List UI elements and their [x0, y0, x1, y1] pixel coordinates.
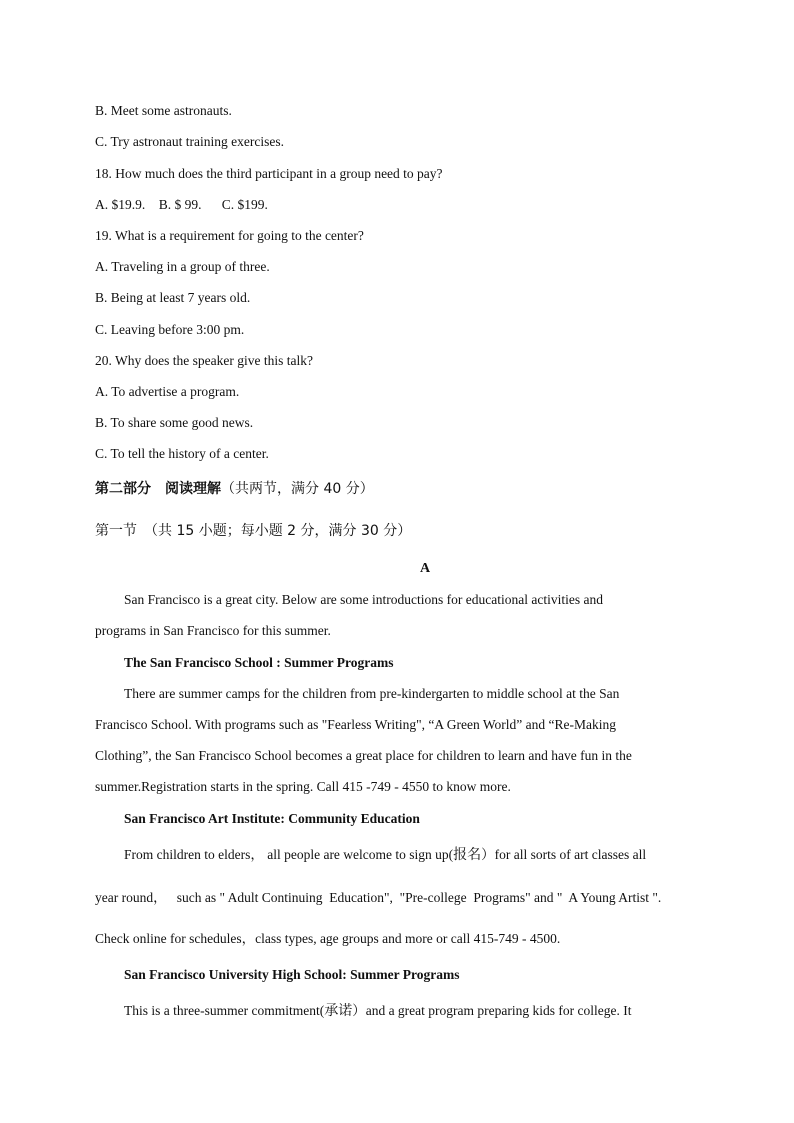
- q18-question: 18. How much does the third participant in a group need to pay?: [95, 166, 443, 181]
- part-title: 第二部分 阅读理解: [95, 481, 221, 497]
- item2-line-3: Check online for schedules，class types, age groups and more or call 415-749 - 4500.: [95, 931, 561, 946]
- q20-option-c: C. To tell the history of a center.: [95, 446, 269, 461]
- item1-line-2: Francisco School. With programs such as "Fearless Writing", “A Green World” and “Re-Making: [95, 717, 616, 732]
- item2-line-2: year round， such as " Adult Continuing Education", "Pre-college Programs" and " A Young Artist ".: [95, 890, 662, 905]
- q19-option-b: B. Being at least 7 years old.: [95, 290, 251, 305]
- item3-line-1: [124, 1003, 631, 1019]
- q20-option-a: A. To advertise a program.: [95, 384, 240, 399]
- q19-option-a: A. Traveling in a group of three.: [95, 259, 270, 274]
- item2-line-1-text-a: From children to elders， all people are welcome to sign up(: [124, 847, 454, 862]
- q19-option-c: C. Leaving before 3:00 pm.: [95, 322, 245, 337]
- item1-line-1: There are summer camps for the children from pre-kindergarten to middle school at the San: [124, 686, 620, 701]
- item3-title: San Francisco University High School: Summer Programs: [124, 967, 460, 982]
- item2-line-1: [124, 847, 646, 863]
- item3-line-1-text-a: This is a three-summer commitment(: [124, 1003, 325, 1018]
- item2-line-1-text-b: ）for all sorts of art classes all: [481, 847, 647, 862]
- part-note: （共两节，满分 40 分）: [221, 481, 374, 497]
- q17-option-b: B. Meet some astronauts.: [95, 103, 232, 118]
- section-one-heading: 第一节 （共 15 小题；每小题 2 分，满分 30 分）: [95, 523, 412, 539]
- q19-question: 19. What is a requirement for going to the center?: [95, 228, 364, 243]
- passage-letter: A: [419, 561, 431, 576]
- q18-options: A. $19.9. B. $ 99. C. $199.: [95, 197, 268, 212]
- intro-line-2: programs in San Francisco for this summer.: [95, 623, 331, 638]
- item1-line-4: summer.Registration starts in the spring. Call 415 -749 - 4550 to know more.: [95, 779, 511, 794]
- q17-option-c: C. Try astronaut training exercises.: [95, 134, 284, 149]
- intro-line-1: San Francisco is a great city. Below are some introductions for educational activities and: [124, 592, 603, 607]
- item1-title: The San Francisco School : Summer Programs: [124, 655, 394, 670]
- q20-option-b: B. To share some good news.: [95, 415, 254, 430]
- part-two-heading: [95, 480, 374, 498]
- item3-line-1-text-b: ）and a great program preparing kids for college. It: [352, 1003, 632, 1018]
- item1-line-3: Clothing”, the San Francisco School becomes a great place for children to learn and have fun in the: [95, 748, 632, 763]
- item2-title: San Francisco Art Institute: Community Education: [124, 811, 420, 826]
- item2-line-1-gloss: 报名: [453, 847, 482, 863]
- item3-line-1-gloss: 承诺: [324, 1003, 353, 1019]
- q20-question: 20. Why does the speaker give this talk?: [95, 353, 313, 368]
